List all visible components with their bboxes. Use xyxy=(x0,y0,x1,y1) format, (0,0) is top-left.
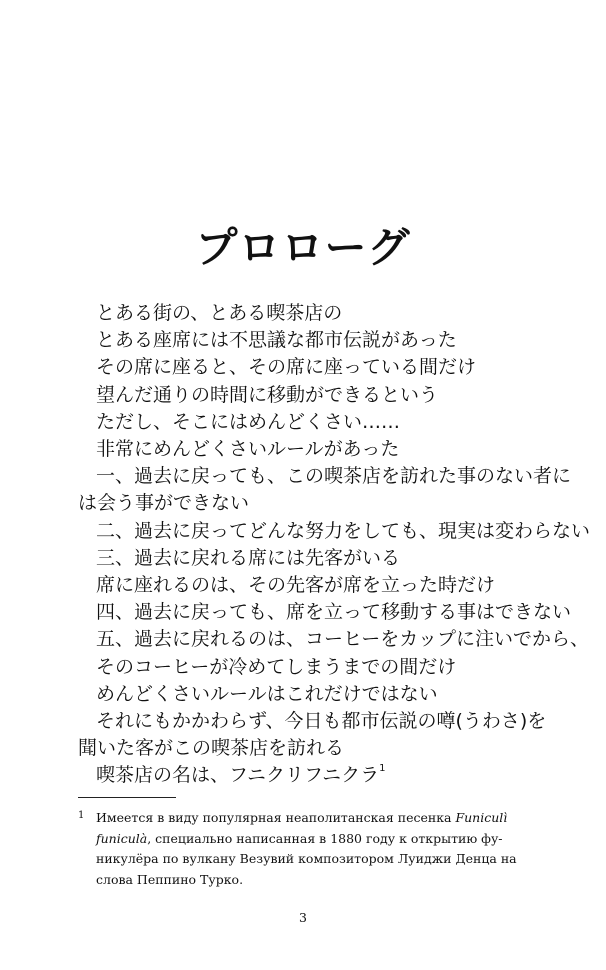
footnote-line: слова Пеппино Турко. xyxy=(96,871,244,887)
footnote-reference[interactable]: 1 xyxy=(379,763,386,775)
footnote-line2-text: , специально написанная в 1880 году к открытию фу- xyxy=(147,830,503,846)
footnote-italic-title: funiculà xyxy=(96,830,148,846)
text-line: そのコーヒーが冷めてしまうまでの間だけ xyxy=(96,655,457,678)
footnote-line: никулёра по вулкану Везувий композитором Луиджи Денца на xyxy=(96,851,517,866)
footnote-italic-title: Funiculì xyxy=(455,810,508,825)
text-line: 非常にめんどくさいルールがあった xyxy=(96,438,400,461)
text-line-content: 喫茶店の名は、フニクリフニクラ xyxy=(96,764,380,787)
text-line: 三、過去に戻れる席には先客がいる xyxy=(96,546,401,569)
text-line: 五、過去に戻れるのは、コーヒーをカップに注いでから、 xyxy=(96,628,590,651)
text-line: とある街の、とある喫茶店の xyxy=(96,302,343,324)
text-line: めんどくさいルールはこれだけではない xyxy=(96,682,438,705)
text-line: 望んだ通りの時間に移動ができるという xyxy=(96,383,439,406)
text-line: とある座席には不思議な都市伝説があった xyxy=(96,329,457,352)
text-line: 四、過去に戻っても、席を立って移動する事はできない xyxy=(96,601,572,624)
text-line: ただし、そこにはめんどくさい…… xyxy=(96,410,401,433)
text-line xyxy=(78,762,538,789)
footnote-line xyxy=(96,808,530,829)
footnote xyxy=(78,808,530,890)
text-line: それにもかかわらず、今日も都市伝説の噂(うわさ)を xyxy=(96,710,547,733)
text-line: は会う事ができない xyxy=(78,492,250,515)
text-line: 聞いた客がこの喫茶店を訪れる xyxy=(78,737,345,760)
page-number: 3 xyxy=(299,910,307,925)
text-line: 席に座れるのは、その先客が席を立った時だけ xyxy=(96,574,496,597)
text-line: その席に座ると、その席に座っている間だけ xyxy=(96,356,477,379)
chapter-title: プロローグ xyxy=(195,223,411,272)
footnote-line xyxy=(96,829,530,850)
text-line: 二、過去に戻ってどんな努力をしても、現実は変わらない xyxy=(96,519,591,542)
footnote-divider xyxy=(78,797,176,798)
footnote-mark: 1 xyxy=(78,810,85,821)
footnote-text xyxy=(96,808,530,890)
footnote-line1-text: Имеется в виду популярная неаполитанская песенка xyxy=(96,810,456,825)
text-line: 一、過去に戻っても、この喫茶店を訪れた事のない者に xyxy=(96,465,572,488)
prologue-text xyxy=(78,300,591,790)
